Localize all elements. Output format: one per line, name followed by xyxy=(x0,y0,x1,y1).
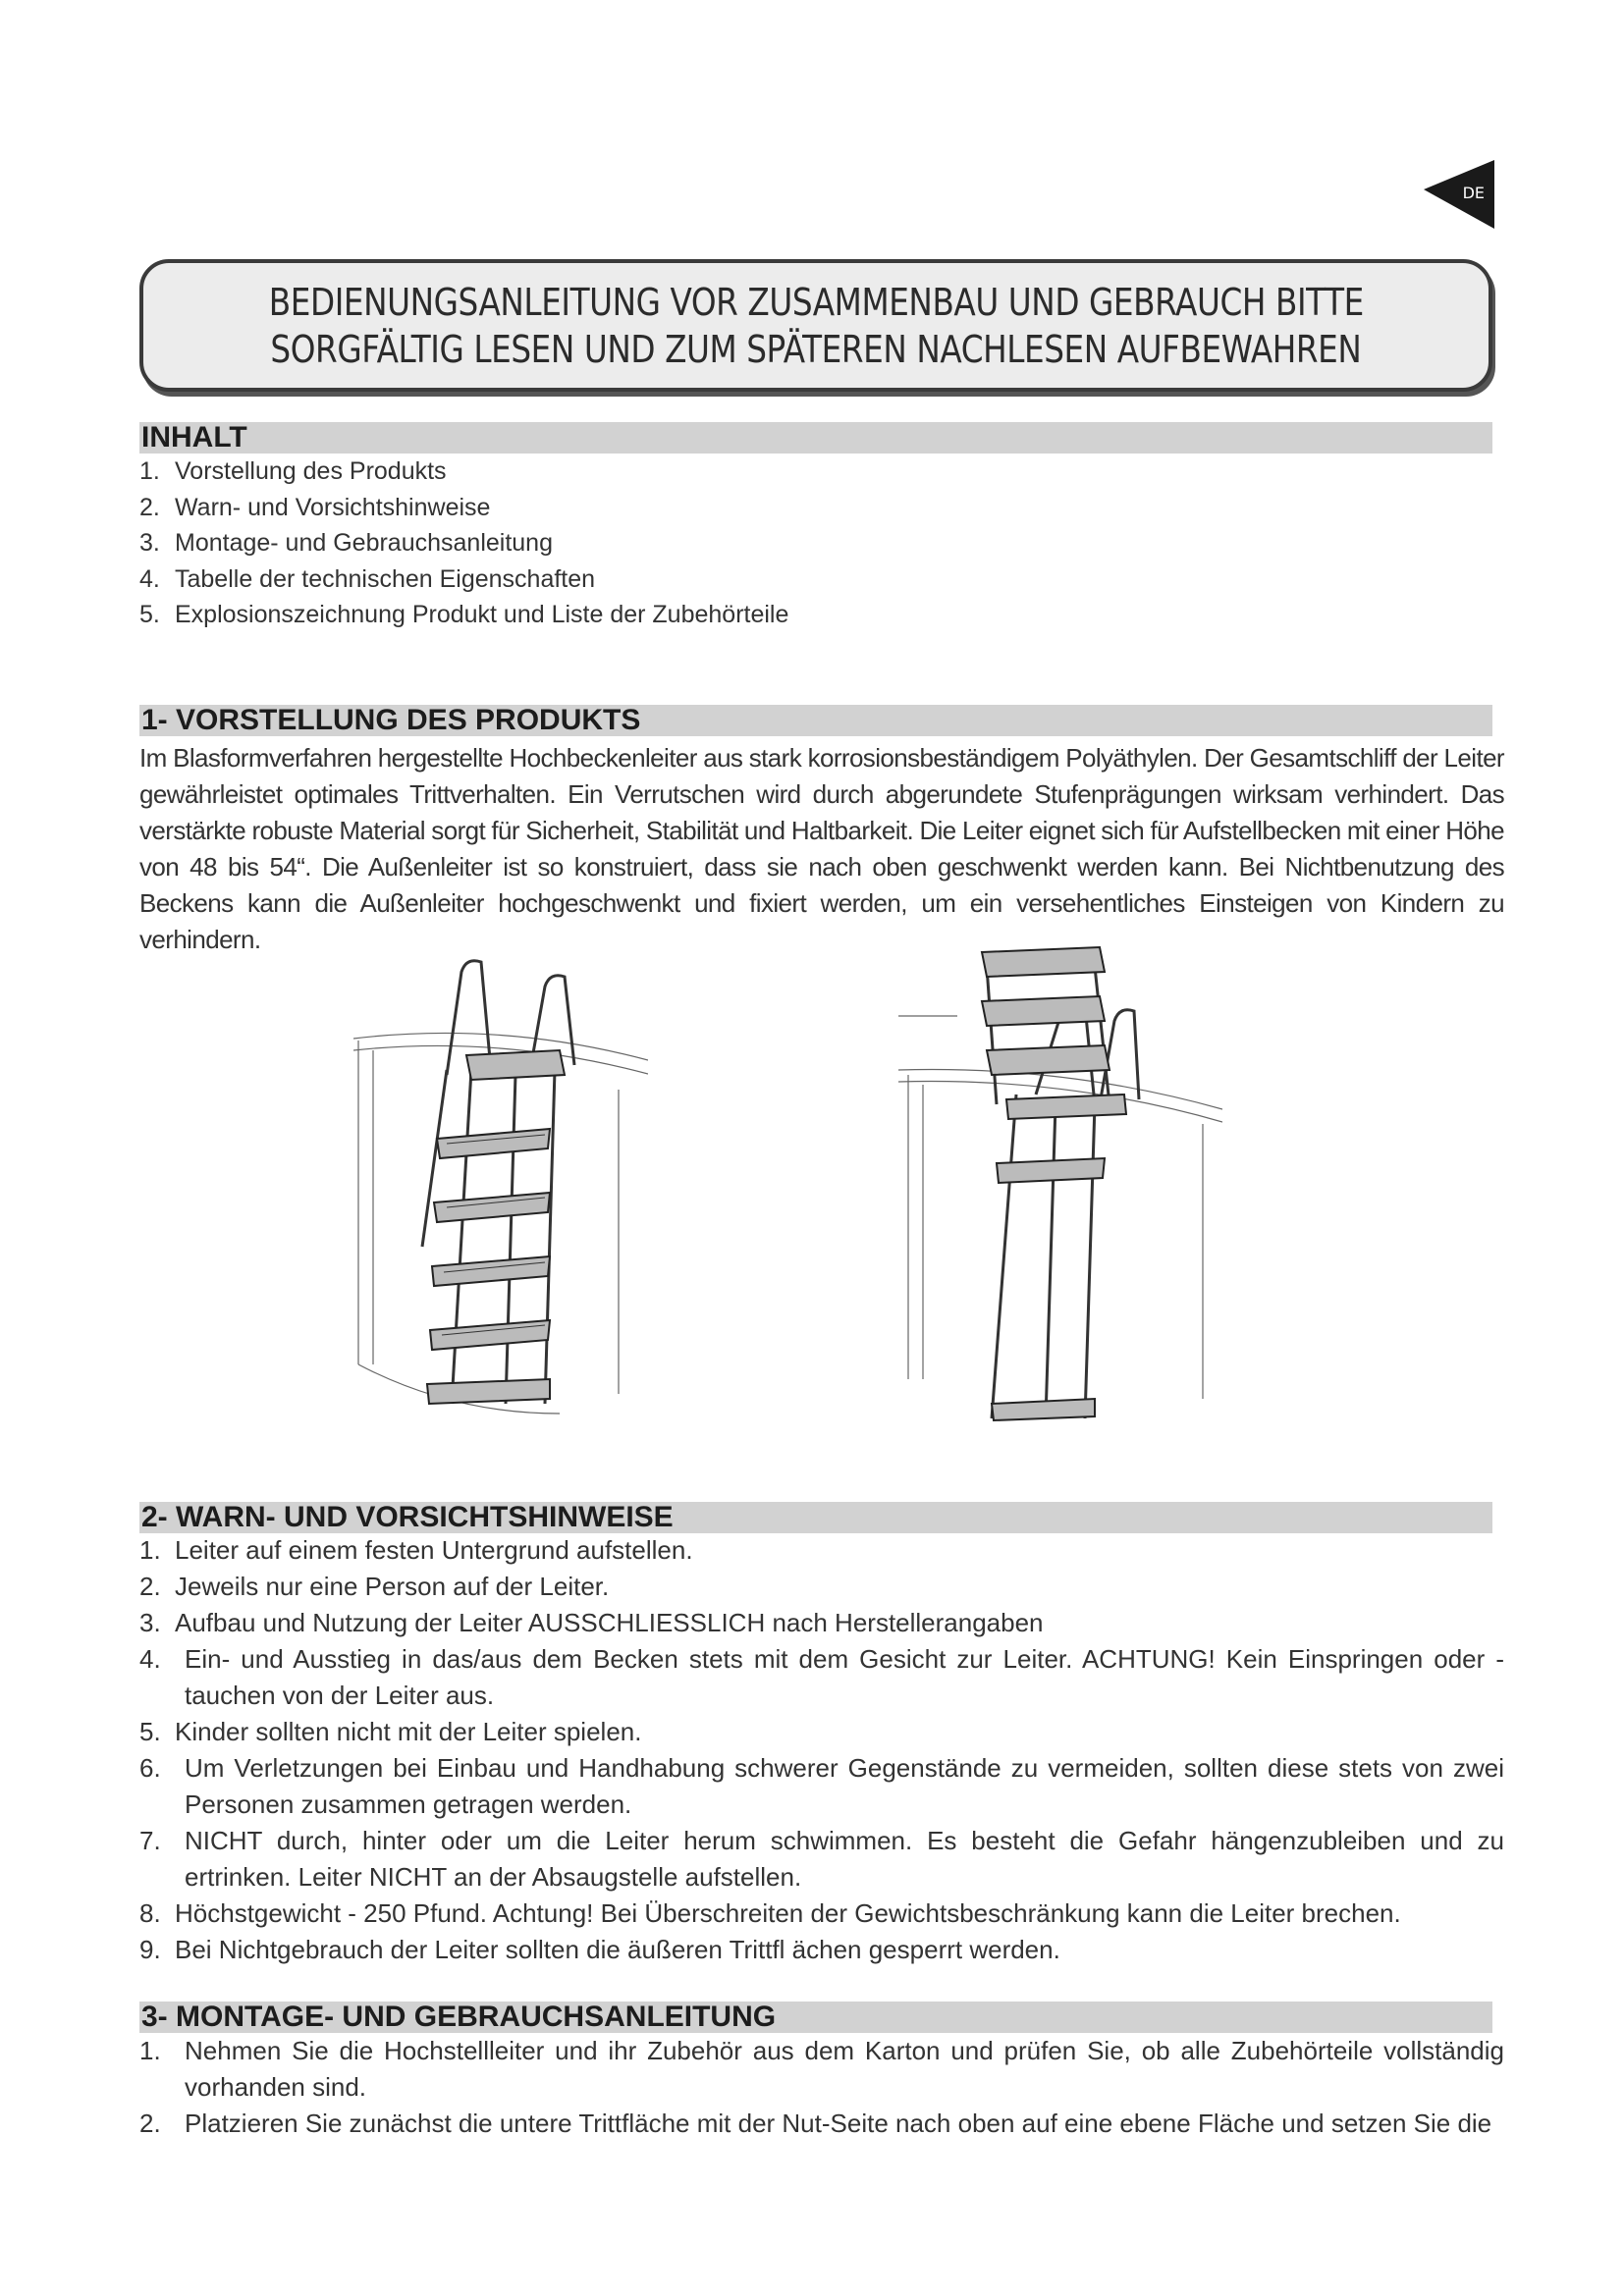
list-item: 2. Warn- und Vorsichtshinweise xyxy=(139,493,491,521)
list-item: 8. Höchstgewicht - 250 Pfund. Achtung! Bei Überschreiten der Gewichtsbeschränkung kann die Leiter brechen. xyxy=(139,1898,1401,1928)
table-of-contents xyxy=(139,454,1504,633)
warning-list xyxy=(139,1532,1504,1968)
section-heading-montage: 3- MONTAGE- UND GEBRAUCHSANLEITUNG xyxy=(139,2002,1492,2033)
list-item: 5. Kinder sollten nicht mit der Leiter spielen. xyxy=(139,1717,642,1746)
language-badge-label: DE xyxy=(1462,184,1485,202)
section-heading-inhalt: INHALT xyxy=(139,422,1492,454)
ladder-illustration-folded xyxy=(898,937,1222,1438)
list-item: 3. Montage- und Gebrauchsanleitung xyxy=(139,529,553,557)
title-line-1: BEDIENUNGSANLEITUNG VOR ZUSAMMENBAU UND GEBRAUCH BITTE xyxy=(268,280,1364,324)
title-line-2: SORGFÄLTIG LESEN UND ZUM SPÄTEREN NACHLESEN AUFBEWAHREN xyxy=(270,327,1362,371)
list-item: 3. Aufbau und Nutzung der Leiter AUSSCHLIESSLICH nach Herstellerangaben xyxy=(139,1608,1044,1637)
list-item: 4. Tabelle der technischen Eigenschaften xyxy=(139,564,596,593)
list-item: 1. Nehmen Sie die Hochstellleiter und ihr Zubehör aus dem Karton und prüfen Sie, ob alle Zubehörteile vollständig vorhanden sind. xyxy=(139,2036,1504,2102)
list-item: 1. Vorstellung des Produkts xyxy=(139,457,447,485)
assembly-list xyxy=(139,2033,1504,2142)
list-item: 9. Bei Nichtgebrauch der Leiter sollten die äußeren Trittfl ächen gesperrt werden. xyxy=(139,1935,1060,1964)
list-item: 7. NICHT durch, hinter oder um die Leiter herum schwimmen. Es besteht die Gefahr hängenzubleiben und zu ertrinken. Leiter NICHT an der Absaugstelle aufstellen. xyxy=(139,1826,1504,1892)
list-item: 5. Explosionszeichnung Produkt und Liste der Zubehörteile xyxy=(139,601,789,628)
section-heading-vorstellung: 1- VORSTELLUNG DES PRODUKTS xyxy=(139,705,1492,736)
section-heading-warnhinweise: 2- WARN- UND VORSICHTSHINWEISE xyxy=(139,1502,1492,1533)
language-badge xyxy=(1424,160,1494,229)
list-item: 6. Um Verletzungen bei Einbau und Handhabung schwerer Gegenstände zu vermeiden, sollten diese stets von zwei Personen zusammen getragen werden. xyxy=(139,1753,1504,1819)
list-item: 2. Platzieren Sie zunächst die untere Trittfläche mit der Nut-Seite nach oben auf eine ebene Fläche und setzen Sie die xyxy=(139,2109,1492,2138)
list-item: 2. Jeweils nur eine Person auf der Leiter. xyxy=(139,1572,610,1601)
product-description: Im Blasformverfahren hergestellte Hochbeckenleiter aus stark korrosionsbeständigem Polyäthylen. Der Gesamtschliff der Leiter gewährleistet optimales Trittverhalten. Ein Verrutschen wird durch abgerundete Stufenprägungen wirksam verhindert. Das verstärkte robuste Material sorgt für Sicherheit, Stabilität und Haltbarkeit. Die Leiter eignet sich für Aufstellbecken mit einer Höhe von 48 bis 54“. Die Außenleiter ist so konstruiert, dass sie nach oben geschwenkt werden kann. Bei Nichtbenutzung des Beckens kann die Außenleiter hochgeschwenkt und fixiert werden, um ein versehentliches Einsteigen von Kindern zu verhindern. xyxy=(139,743,1504,954)
ladder-illustration-down xyxy=(353,952,648,1433)
list-item: 4. Ein- und Ausstieg in das/aus dem Becken stets mit dem Gesicht zur Leiter. ACHTUNG! Kein Einspringen oder -tauchen von der Leiter aus. xyxy=(139,1644,1504,1710)
title-box xyxy=(139,259,1492,392)
list-item: 1. Leiter auf einem festen Untergrund aufstellen. xyxy=(139,1535,693,1565)
